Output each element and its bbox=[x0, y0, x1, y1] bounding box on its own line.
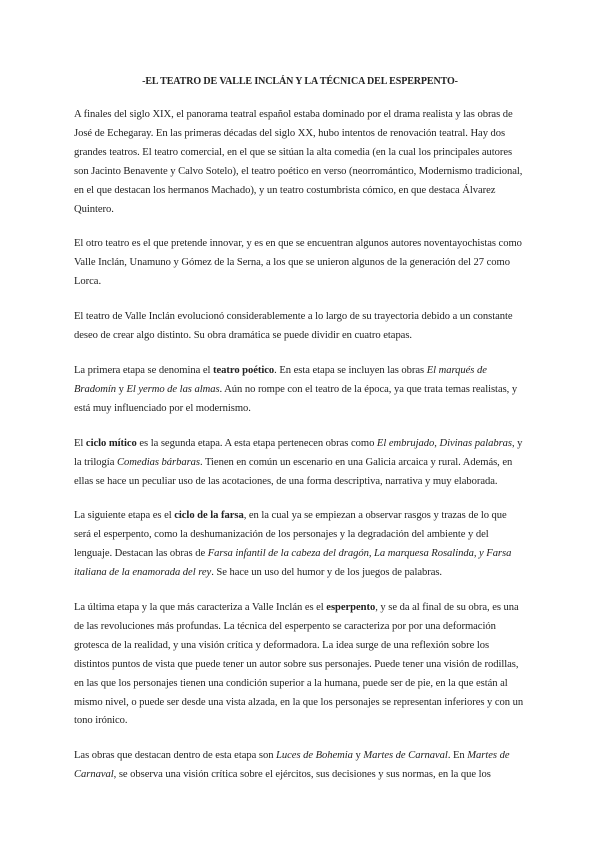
work-title: Comedias bárbaras bbox=[116, 456, 200, 468]
work-title: Martes de Carnaval bbox=[74, 750, 510, 781]
work-title: El embrujado bbox=[376, 437, 435, 449]
text-run: , se observa una visión crítica sobre el ejércitos, sus decisiones y sus normas, en la que los bbox=[113, 769, 491, 781]
bold-term: esperpento bbox=[326, 602, 376, 614]
page-title: -EL TEATRO DE VALLE INCLÁN Y LA TÉCNICA DEL ESPERPENTO- bbox=[142, 76, 458, 87]
text-run: . En bbox=[447, 750, 468, 762]
text-run: La primera etapa se denomina el bbox=[74, 364, 213, 376]
text-run: . En esta etapa se incluyen las obras bbox=[274, 364, 427, 376]
paragraph-ciclo-farsa bbox=[74, 507, 526, 583]
paragraph-evolution: El teatro de Valle Inclán evolucionó considerablemente a lo largo de su trayectoria debido a un constante deseo de crear algo distinto. Su obra dramática se puede dividir en cuatro etapas. bbox=[74, 311, 513, 342]
text-run: . Se hace un uso del humor y de los juegos de palabras. bbox=[211, 567, 443, 579]
text-run: , y se da al final de su obra, es una de las revoluciones más profundas. La técnica del esperpento se caracteriza por por una deformación grotesca de la realidad, y una visión crítica y deformadora. La idea surge de una reflexión sobre los distintos puntos de vista que puede tener un autor sobre sus personajes. Puede tener una visión de rodillas, en las que los personajes tienen una condición superior a la humana, puede ser de pie, en la que están al mismo nivel, o puede ser desde una vista alzada, en la que los personajes se representan inferiores y con un tono irónico. bbox=[74, 602, 524, 727]
bold-term: ciclo mítico bbox=[85, 437, 137, 449]
bold-term: teatro poético bbox=[213, 364, 275, 376]
text-run: La última etapa y la que más caracteriza a Valle Inclán es el bbox=[74, 602, 327, 614]
paragraph-obras-destacadas bbox=[74, 747, 526, 785]
text-run: La siguiente etapa es el bbox=[74, 510, 175, 522]
paragraph-teatro-poetico bbox=[74, 362, 526, 419]
text-run: Las obras que destacan dentro de esta etapa son bbox=[74, 750, 277, 762]
text-run: , y la trilogía bbox=[74, 437, 523, 468]
text-run: y bbox=[352, 750, 364, 762]
text-run: . Aún no rompe con el teatro de la época, ya que trata temas realistas, y está muy influenciado por el modernismo. bbox=[74, 383, 518, 414]
paragraph-esperpento bbox=[74, 599, 526, 731]
work-title: Divinas palabras bbox=[439, 437, 512, 449]
work-title: Luces de Bohemia bbox=[276, 750, 353, 762]
work-title: Farsa infantil de la cabeza del dragón, La marquesa Rosalinda, y Farsa italiana de la enamorada del rey bbox=[74, 548, 512, 579]
work-title: Martes de Carnaval bbox=[363, 750, 448, 762]
paragraph-intro: A finales del siglo XIX, el panorama teatral español estaba dominado por el drama realista y las obras de José de Echegaray. En las primeras décadas del siglo XX, hubo intentos de renovación teatral. Hay dos grandes teatros. El teatro comercial, en el que se sitúan la alta comedia (en la cual los principales autores son Jacinto Benavente y Calvo Sotelo), el teatro poético en verso (neorromántico, Modernismo tradicional, en el que destacan los hermanos Machado), y un teatro costumbrista cómico, en que destaca Álvarez Quintero. bbox=[74, 109, 523, 215]
text-run: El bbox=[74, 437, 86, 449]
bold-term: ciclo de la farsa bbox=[174, 510, 244, 522]
text-run: . Tienen en común un escenario en una Galicia arcaica y rural. Además, en ellas se hace un peculiar uso de las acotaciones, de una forma descriptiva, narrativa y muy elaborada. bbox=[74, 456, 513, 487]
text-run: es la segunda etapa. A esta etapa pertenecen obras como bbox=[136, 437, 377, 449]
paragraph-ciclo-mitico bbox=[74, 435, 526, 492]
work-title: El yermo de las almas bbox=[126, 383, 220, 395]
text-run: , bbox=[434, 437, 440, 449]
text-run: , en la cual ya se empiezan a observar rasgos y trazas de lo que será el esperpento, como la deshumanización de los personajes y la degradación del ambiente y del lenguaje. Destacan las obras de bbox=[74, 510, 507, 560]
text-run: y bbox=[115, 383, 127, 395]
work-title: El marqués de Bradomín bbox=[74, 364, 487, 395]
paragraph-other-theatre: El otro teatro es el que pretende innovar, y es en que se encuentran algunos autores noventayochistas como Valle Inclán, Unamuno y Gómez de la Serna, a los que se unieron algunos de la generación del 27 como Lorca. bbox=[74, 238, 522, 288]
